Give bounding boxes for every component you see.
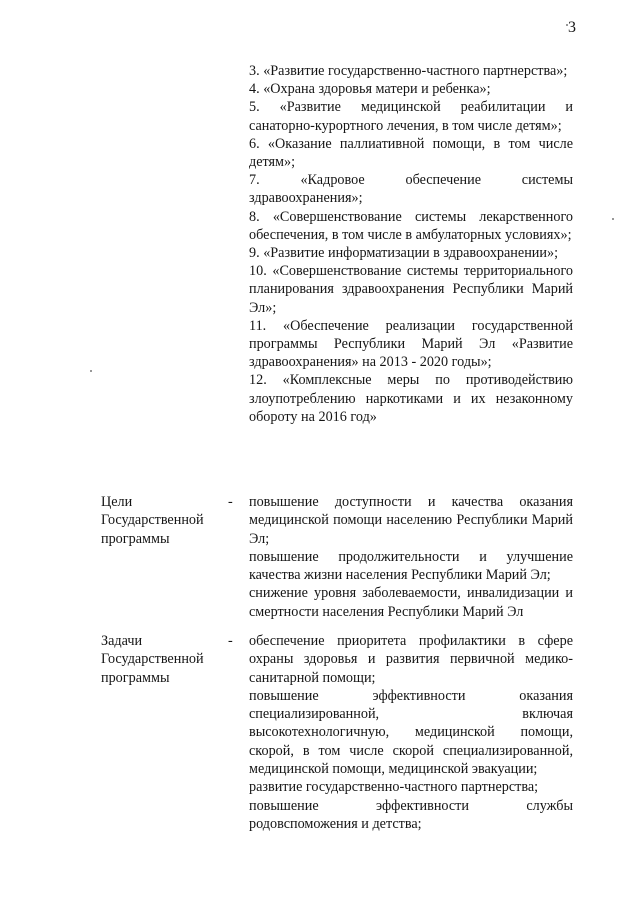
task-item: повышение эффективности оказания специализированной, включая высокотехнологичную, медицинской помощи, скорой, в том числе скорой специализированной, медицинской помощи, медицинской эвакуации; — [249, 687, 573, 778]
task-item: развитие государственно-частного партнерства; — [249, 779, 539, 796]
page-number: 3 — [568, 19, 576, 36]
scan-speck — [566, 24, 568, 26]
goal-item: снижение уровня заболеваемости, инвалидизации и смертности населения Республики Марий Эл — [249, 585, 573, 620]
tasks-label: Задачи Государственной программы — [101, 633, 204, 686]
goals-content — [249, 493, 573, 621]
list-item: 7. «Кадровое обеспечение системы здравоохранения»; — [249, 172, 573, 207]
task-item: обеспечение приоритета профилактики в сфере охраны здоровья и развития первичной медико-санитарной помощи; — [249, 633, 573, 686]
tasks-content — [249, 632, 573, 833]
goals-label: Цели Государственной программы — [101, 494, 204, 547]
list-item: 10. «Совершенствование системы территориального планирования здравоохранения Республики Марий Эл»; — [249, 263, 573, 316]
list-item: 5. «Развитие медицинской реабилитации и санаторно-курортного лечения, в том числе детям»; — [249, 99, 573, 134]
goal-item: повышение доступности и качества оказания медицинской помощи населению Республики Марий Эл; — [249, 494, 573, 547]
goal-item: повышение продолжительности и улучшение качества жизни населения Республики Марий Эл; — [249, 548, 573, 584]
list-item: 6. «Оказание паллиативной помощи, в том числе детям»; — [249, 135, 573, 171]
task-item: повышение эффективности службы родовспоможения и детства; — [249, 797, 573, 832]
subprogram-list — [249, 62, 573, 426]
list-item: 11. «Обеспечение реализации государственной программы Республики Марий Эл «Развитие здравоохранения» на 2013 - 2020 годы»; — [249, 317, 573, 371]
list-item: 8. «Совершенствование системы лекарственного обеспечения, в том числе в амбулаторных условиях»; — [249, 208, 573, 243]
list-item: 9. «Развитие информатизации в здравоохранении»; — [249, 245, 559, 262]
goals-dash: - — [228, 494, 233, 510]
list-item: 3. «Развитие государственно-частного партнерства»; — [249, 63, 568, 79]
list-item: 12. «Комплексные меры по противодействию злоупотреблению наркотиками и их незаконному обороту на 2016 год» — [249, 372, 573, 425]
list-item: 4. «Охрана здоровья матери и ребенка»; — [249, 81, 491, 98]
scan-speck — [612, 218, 614, 220]
scan-speck — [90, 370, 92, 372]
tasks-dash: - — [228, 633, 233, 649]
